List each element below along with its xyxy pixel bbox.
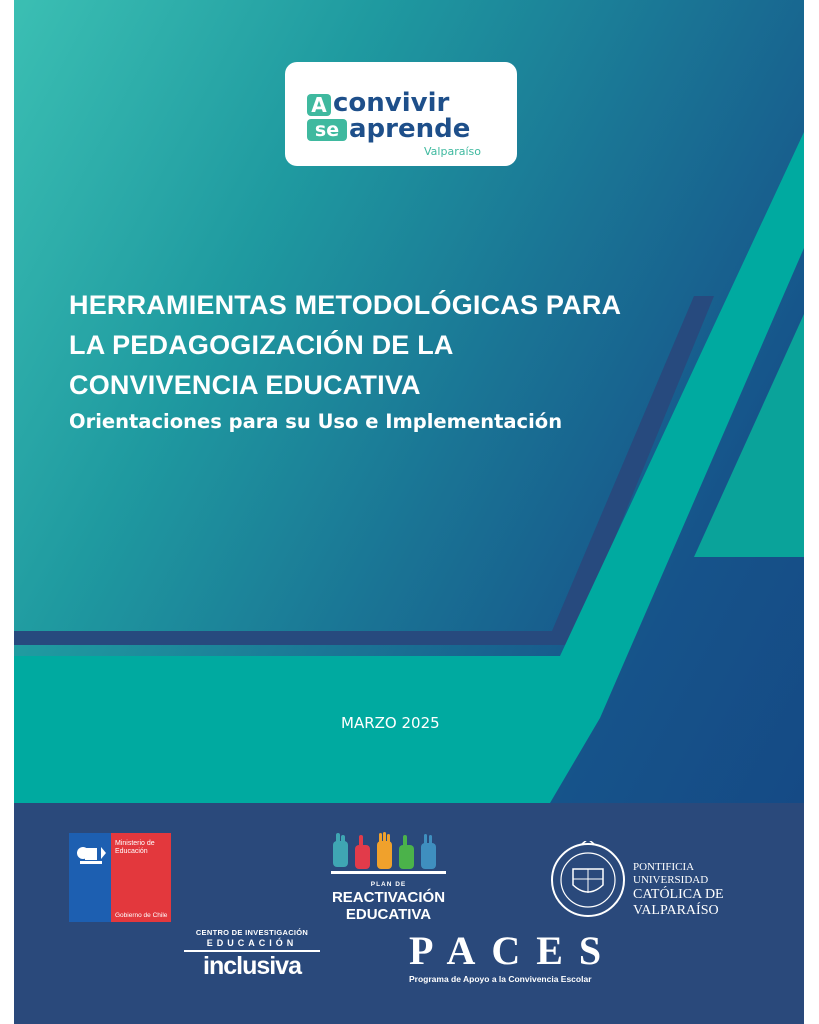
reactivacion-plan-de: PLAN DE bbox=[370, 881, 407, 888]
logo-region: Valparaíso bbox=[424, 145, 481, 158]
paces-logo bbox=[409, 928, 618, 991]
plan-reactivacion-logo bbox=[331, 831, 446, 931]
ministerio-line-1: Ministerio de bbox=[115, 840, 155, 847]
puc-line-2: UNIVERSIDAD bbox=[633, 874, 709, 886]
title-line-3: CONVIVENCIA EDUCATIVA bbox=[69, 370, 421, 400]
ministerio-line-2: Educación bbox=[115, 848, 148, 855]
puc-line-4: VALPARAÍSO bbox=[633, 903, 719, 918]
logo-word-aprende: aprende bbox=[349, 114, 471, 144]
puc-line-3: CATÓLICA DE bbox=[633, 887, 724, 902]
cie-line-1: CENTRO DE INVESTIGACIÓN bbox=[195, 928, 309, 937]
cie-line-3: inclusiva bbox=[203, 952, 301, 980]
title-block bbox=[69, 285, 709, 437]
ministerio-educacion-logo bbox=[69, 833, 171, 922]
pucv-logo bbox=[549, 841, 739, 921]
subtitle: Orientaciones para su Uso e Implementación bbox=[69, 410, 563, 433]
university-seal-icon bbox=[549, 841, 627, 919]
logo-a-convivir-se-aprende bbox=[285, 62, 517, 166]
raised-hands-icon bbox=[331, 831, 446, 879]
paces-tagline: Programa de Apoyo a la Convivencia Escolar bbox=[409, 974, 592, 984]
centro-educacion-inclusiva-logo bbox=[182, 928, 322, 988]
publication-date: MARZO 2025 bbox=[341, 714, 440, 732]
reactivacion-line-2: EDUCATIVA bbox=[345, 906, 432, 923]
logo-word-convivir: convivir bbox=[333, 88, 450, 118]
title-line-2: LA PEDAGOGIZACIÓN DE LA bbox=[69, 330, 454, 360]
cover bbox=[14, 0, 804, 803]
puc-line-1: PONTIFICIA bbox=[633, 861, 695, 873]
title-line-1: HERRAMIENTAS METODOLÓGICAS PARA bbox=[69, 290, 622, 320]
logo-chip-se: se bbox=[307, 119, 347, 141]
gobierno-de-chile: Gobierno de Chile bbox=[115, 912, 168, 919]
reactivacion-line-1: REACTIVACIÓN bbox=[331, 889, 446, 906]
footer-logos bbox=[14, 803, 804, 1024]
paces-name: PACES bbox=[409, 928, 618, 973]
coat-of-arms-icon bbox=[72, 839, 108, 869]
logo-chip-a: A bbox=[307, 94, 331, 116]
teal-band bbox=[14, 132, 804, 803]
cie-line-2: EDUCACIÓN bbox=[206, 938, 298, 948]
